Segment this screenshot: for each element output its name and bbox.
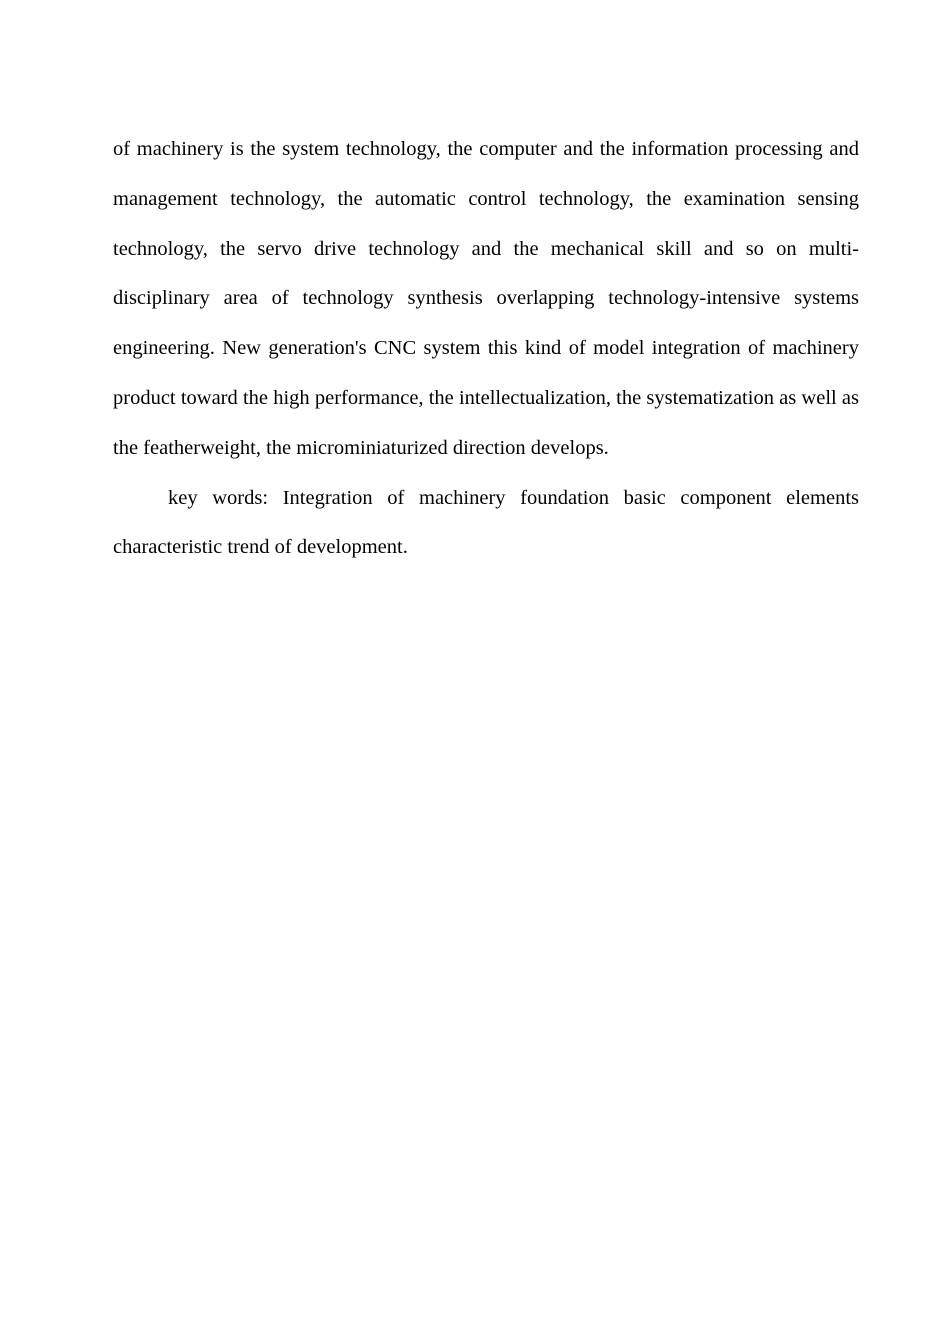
keywords-paragraph: key words: Integration of machinery foundation basic component elements characteristic trend of development. [113,486,859,559]
body-text [113,125,859,573]
abstract-paragraph: of machinery is the system technology, the computer and the information processing and management technology, the automatic control technology, the examination sensing technology, the servo drive technology and the mechanical skill and so on multi-disciplinary area of technology synthesis overlapping technology-intensive systems engineering. New generation's CNC system this kind of model integration of machinery product toward the high performance, the intellectualization, the systematization as well as the featherweight, the microminiaturized direction develops. [113,138,859,459]
